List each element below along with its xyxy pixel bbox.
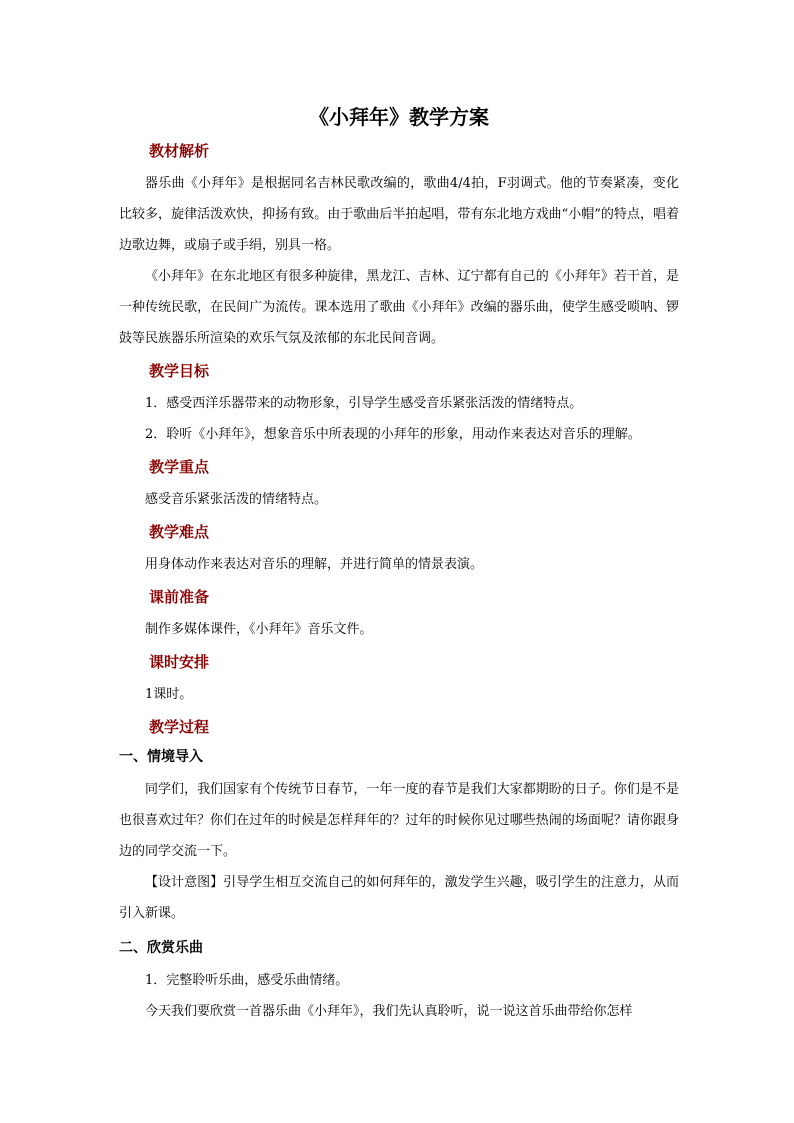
paragraph-jiaocai-1: 器乐曲《小拜年》是根据同名吉林民歌改编的，歌曲4/4拍，F羽调式。他的节奏紧凑，变化比较多，旋律活泼欢快，抑扬有致。由于歌曲后半拍起唱，带有东北地方戏曲“小帽”的特点，唱着边歌边舞，或扇子或手绢，别具一格。 [119, 176, 679, 253]
heading-nandian: 教学难点 [149, 523, 210, 541]
heading-keshi: 课时安排 [149, 653, 210, 671]
goal-item-1: 1．感受西洋乐器带来的动物形象，引导学生感受音乐紧张活泼的情绪特点。 [145, 396, 583, 411]
heading-jiaocai: 教材解析 [149, 142, 210, 160]
paragraph-xinshang-1: 今天我们要欣赏一首器乐曲《小拜年》，我们先认真聆听，说一说这首乐曲带给你怎样 [145, 1004, 633, 1019]
subheading-xinshang: 二、欣赏乐曲 [119, 940, 203, 956]
heading-zhunbei: 课前准备 [149, 588, 210, 606]
paragraph-keshi: 1课时。 [145, 687, 193, 702]
document-title: 《小拜年》教学方案 [309, 105, 489, 129]
paragraph-zhongdian: 感受音乐紧张活泼的情绪特点。 [145, 492, 328, 507]
paragraph-qingjing-1: 同学们，我们国家有个传统节日春节，一年一度的春节是我们大家都期盼的日子。你们是不是也很喜欢过年？你们在过年的时候是怎样拜年的？过年的时候你见过哪些热闹的场面呢？请你跟身边的同学交流一下。 [119, 782, 679, 859]
heading-mubiao: 教学目标 [149, 362, 210, 380]
subheading-qingjing: 一、情境导入 [119, 749, 203, 765]
paragraph-zhunbei: 制作多媒体课件，《小拜年》音乐文件。 [145, 622, 373, 637]
heading-zhongdian: 教学重点 [149, 458, 210, 476]
paragraph-sheji-yitu: 【设计意图】引导学生相互交流自己的如何拜年的，激发学生兴趣，吸引学生的注意力，从而引入新课。 [119, 875, 679, 921]
goal-item-2: 2．聆听《小拜年》，想象音乐中所表现的小拜年的形象，用动作来表达对音乐的理解。 [145, 427, 641, 442]
document-body [119, 100, 679, 1027]
paragraph-jiaocai-2: 《小拜年》在东北地区有很多种旋律，黑龙江、吉林、辽宁都有自己的《小拜年》若干首，是一种传统民歌，在民间广为流传。课本选用了歌曲《小拜年》改编的器乐曲，使学生感受唢呐、锣鼓等民族器乐所渲染的欢乐气氛及浓郁的东北民间音调。 [119, 269, 679, 346]
paragraph-nandian: 用身体动作来表达对音乐的理解，并进行简单的情景表演。 [145, 557, 484, 572]
appreciation-item-1: 1．完整聆听乐曲，感受乐曲情绪。 [145, 973, 349, 988]
heading-guocheng: 教学过程 [149, 718, 210, 736]
